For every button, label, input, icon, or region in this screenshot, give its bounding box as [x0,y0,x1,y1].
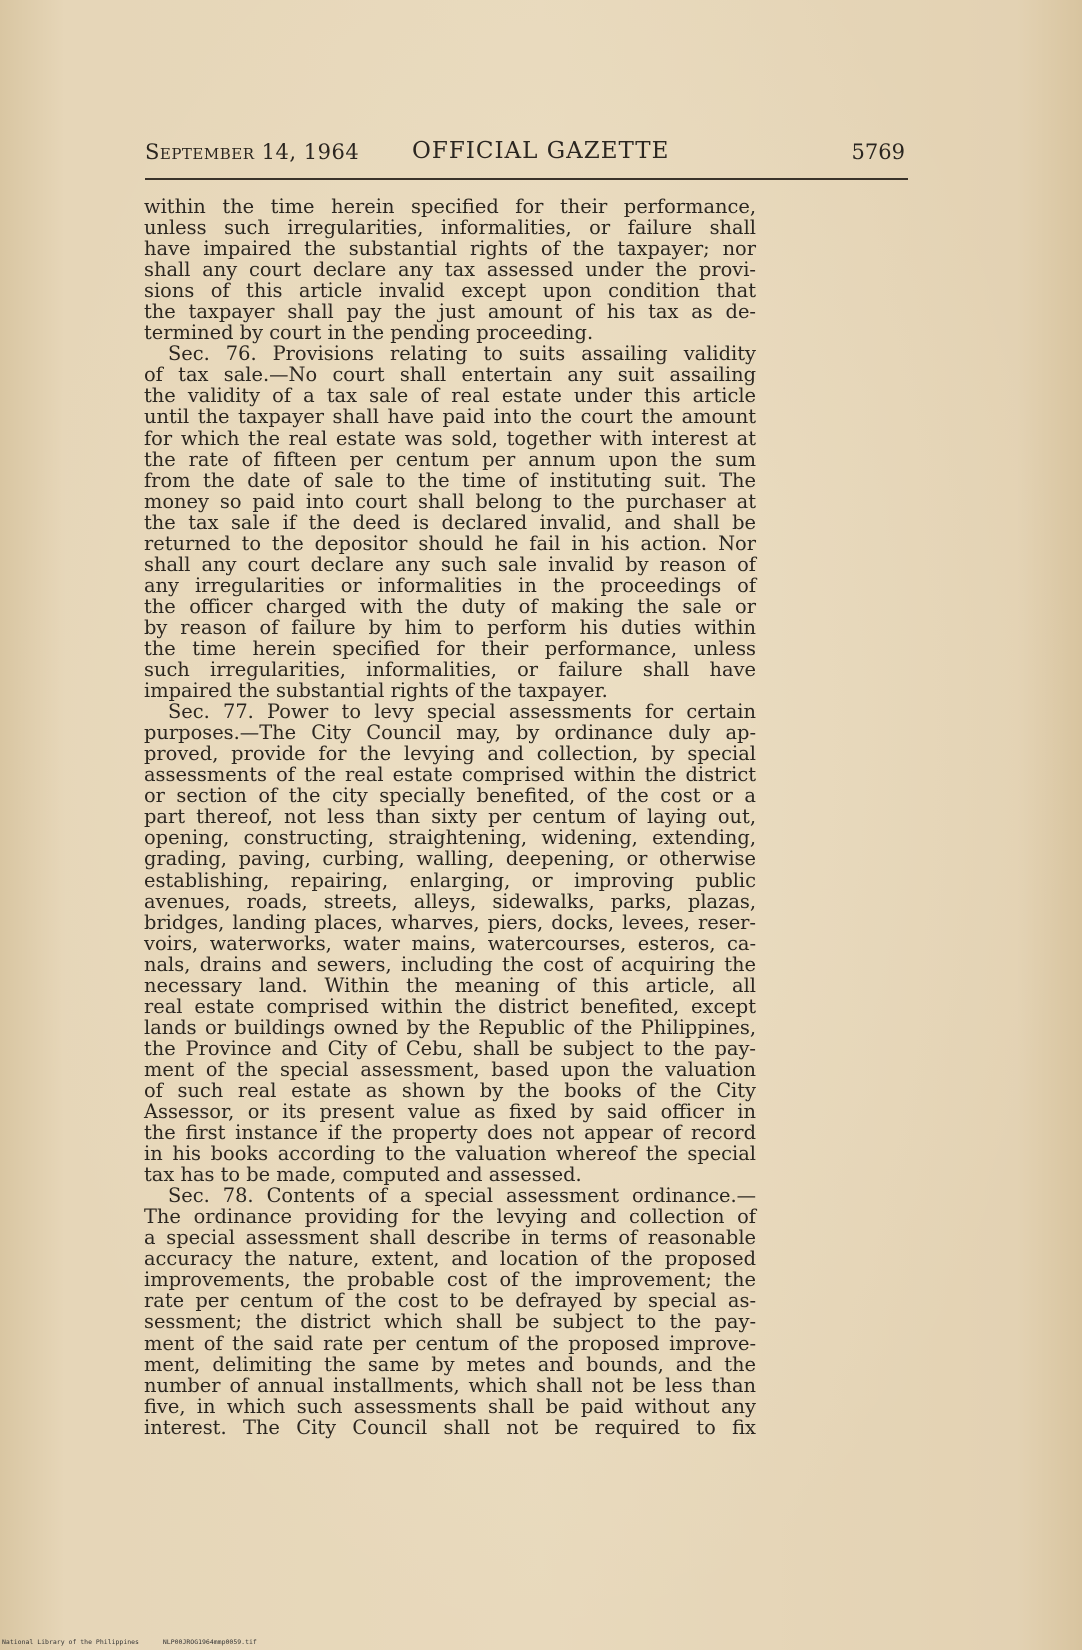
text-line: termined by court in the pending proceeding. [144,321,594,345]
text-line: sessment; the district which shall be subject to the pay- [144,1310,756,1334]
text-line: The ordinance providing for the levying and collection of [144,1205,756,1229]
text-line: interest. The City Council shall not be required to fix [144,1415,756,1439]
text-line: by reason of failure by him to perform his duties within [144,615,756,639]
text-line: for which the real estate was sold, together with interest at [144,426,756,450]
text-line: purposes.—The City Council may, by ordinance duly ap- [144,721,756,745]
text-line: of tax sale.—No court shall entertain any suit assailing [144,363,756,387]
text-line: rate per centum of the cost to be defrayed by special as- [144,1289,756,1313]
footer-library: National Library of the Philippines [2,1638,139,1646]
text-line: the Province and City of Cebu, shall be subject to the pay- [144,1036,756,1060]
header-title: OFFICIAL GAZETTE [412,138,670,164]
text-line: avenues, roads, streets, alleys, sidewalks, parks, plazas, [144,889,756,913]
text-line: grading, paving, curbing, walling, deepening, or otherwise [144,847,756,871]
text-line: within the time herein specified for their performance, [144,195,756,218]
text-line: the officer charged with the duty of making the sale or [144,594,756,618]
text-line: shall any court declare any such sale invalid by reason of [144,552,756,576]
text-line: money so paid into court shall belong to the purchaser at [144,489,756,513]
text-line: ment of the special assessment, based upon the valuation [144,1057,756,1081]
text-line: ment of the said rate per centum of the proposed improve- [144,1331,756,1355]
scan-footer [2,1638,257,1646]
text-line: tax has to be made, computed and assessed. [144,1163,582,1187]
text-line: in his books according to the valuation whereof the special [144,1142,756,1166]
header-rule [145,178,908,180]
text-line: returned to the depositor should he fail in his action. Nor [144,531,756,555]
text-line: of such real estate as shown by the books of the City [144,1078,756,1102]
text-line: the first instance if the property does not appear of record [144,1121,756,1145]
text-line: number of annual installments, which shall not be less than [144,1373,756,1397]
text-line: opening, constructing, straightening, widening, extending, [144,826,756,850]
text-line: impaired the substantial rights of the taxpayer. [144,679,608,703]
page-number: 5769 [851,140,905,164]
text-line: a special assessment shall describe in terms of reasonable [144,1226,756,1250]
text-line: unless such irregularities, informalities, or failure shall [144,216,756,240]
text-line: the tax sale if the deed is declared invalid, and shall be [144,510,756,534]
text-line: the rate of fifteen per centum per annum upon the sum [144,447,756,471]
text-line: establishing, repairing, enlarging, or improving public [144,868,756,892]
text-line: have impaired the substantial rights of the taxpayer; nor [144,237,756,261]
header-date: September 14, 1964 [145,140,360,164]
text-line: necessary land. Within the meaning of this article, all [144,973,756,997]
text-line: until the taxpayer shall have paid into the court the amount [144,405,756,429]
text-line: assessments of the real estate comprised within the district [144,763,756,787]
text-line: part thereof, not less than sixty per centum of laying out, [144,805,756,829]
text-line: lands or buildings owned by the Republic of the Philippines, [144,1015,756,1039]
text-line: ment, delimiting the same by metes and bounds, and the [144,1352,756,1376]
text-line: improvements, the probable cost of the improvement; the [144,1268,756,1292]
text-line: nals, drains and sewers, including the cost of acquiring the [144,952,756,976]
text-line: such irregularities, informalities, or failure shall have [144,658,756,682]
text-line: proved, provide for the levying and collection, by special [144,742,756,766]
text-line: the validity of a tax sale of real estate under this article [144,384,756,408]
text-line: shall any court declare any tax assessed under the provi- [144,258,756,282]
text-line: any irregularities or informalities in the proceedings of [144,573,756,597]
text-line: the time herein specified for their performance, unless [144,636,756,660]
footer-file: NLP00JROG1964mmp0059.tif [162,1638,257,1646]
section-heading-76: Sec. 76. Provisions relating to suits assailing validity [168,342,756,366]
text-line: five, in which such assessments shall be paid without any [144,1394,756,1418]
text-line: sions of this article invalid except upon condition that [144,279,756,303]
text-line: the taxpayer shall pay the just amount of his tax as de- [144,300,756,324]
text-line: voirs, waterworks, water mains, watercourses, esteros, ca- [144,931,756,955]
text-line: accuracy the nature, extent, and location of the proposed [144,1247,756,1271]
text-line: bridges, landing places, wharves, piers, docks, levees, reser- [144,910,756,934]
text-line: Assessor, or its present value as fixed by said officer in [144,1100,756,1124]
body-text [144,196,756,1438]
text-line: real estate comprised within the district benefited, except [144,994,756,1018]
page-header [145,140,905,174]
text-line: from the date of sale to the time of instituting suit. The [144,468,756,492]
text-line: or section of the city specially benefited, of the cost or a [144,784,756,808]
section-heading-78: Sec. 78. Contents of a special assessment ordinance.— [168,1184,756,1208]
section-heading-77: Sec. 77. Power to levy special assessments for certain [168,700,756,724]
